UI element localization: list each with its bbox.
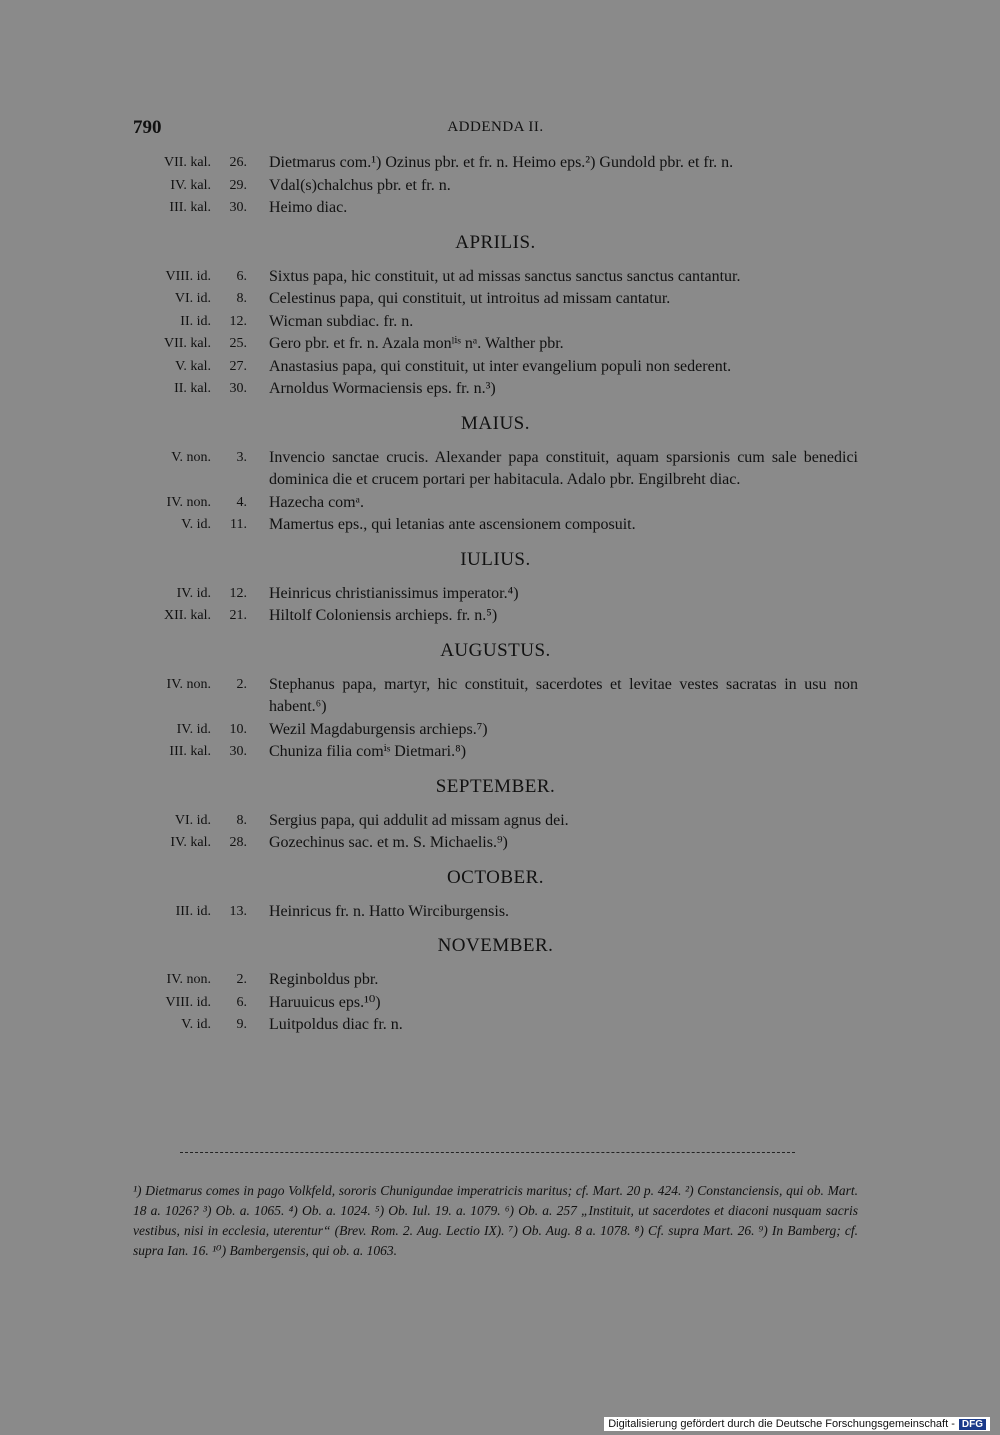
entry-day: 27.	[229, 358, 247, 374]
month-heading: OCTOBER.	[446, 866, 545, 888]
entry-day: 25.	[229, 336, 247, 351]
entry-text: Vdal(s)chalchus pbr. et fr. n.	[269, 176, 451, 194]
entry-text: Chuniza filia comⁱˢ Dietmari.⁸)	[269, 743, 467, 760]
entry-day: 2.	[236, 676, 247, 692]
calendar-entry	[133, 197, 858, 220]
month-heading: IULIUS.	[460, 548, 531, 570]
entry-date: IV. id.	[176, 585, 211, 601]
entry-date: III. kal.	[169, 200, 211, 215]
credit-text: Digitalisierung gefördert durch die Deutsche Forschungsgemeinschaft -	[608, 1418, 955, 1430]
calendar-entry	[133, 492, 858, 515]
calendar-entry	[133, 175, 858, 198]
entry-text: Reginboldus pbr.	[269, 971, 379, 988]
calendar-entry	[133, 810, 858, 833]
calendar-entry	[133, 832, 858, 855]
entry-date: VIII. id.	[165, 994, 211, 1010]
entry-text: Gozechinus sac. et m. S. Michaelis.⁹)	[269, 834, 508, 851]
calendar-entry	[133, 311, 858, 334]
entry-text: Hazecha comᵃ.	[269, 493, 364, 511]
entry-text: Wezil Magdaburgensis archieps.⁷)	[269, 720, 488, 738]
entry-text: Gero pbr. et fr. n. Azala monˡⁱˢ nᵃ. Walther pbr.	[269, 335, 564, 352]
month-heading: SEPTEMBER.	[435, 775, 556, 797]
entry-date: IV. non.	[166, 494, 211, 510]
entry-day: 2.	[236, 972, 247, 987]
entry-date: IV. kal.	[170, 177, 211, 193]
entry-text: Dietmarus com.¹) Ozinus pbr. et fr. n. Heimo eps.²) Gundold pbr. et fr. n.	[269, 154, 734, 171]
calendar-entry	[133, 356, 858, 379]
entry-text: Luitpoldus diac fr. n.	[269, 1016, 403, 1033]
calendar-entry	[133, 674, 858, 719]
entry-text: Anastasius papa, qui constituit, ut inter evangelium populi non sederent.	[269, 357, 732, 375]
month-section	[133, 935, 858, 1037]
entry-text: Invencio sanctae crucis. Alexander papa constituit, aquam sparsionis cum sale benedici dominica die et crucem portari per habitacula. Adalo pbr. Engilbreht diac.	[269, 448, 858, 488]
entry-day: 10.	[229, 721, 247, 737]
entry-date: II. id.	[180, 313, 211, 329]
entry-date: IV. kal.	[170, 835, 211, 850]
entry-day: 21.	[229, 608, 247, 623]
month-section	[133, 776, 858, 855]
entry-day: 29.	[229, 177, 247, 193]
entry-day: 12.	[229, 585, 247, 601]
calendar-entry	[133, 514, 858, 537]
month-section	[133, 413, 858, 537]
entry-day: 9.	[236, 1017, 247, 1032]
running-title: ADDENDA II.	[447, 119, 544, 135]
entry-day: 6.	[236, 994, 247, 1010]
entry-date: II. kal.	[174, 381, 211, 396]
page-number: 790	[133, 117, 162, 138]
entry-day: 28.	[229, 835, 247, 850]
entry-text: Heinricus christianissimus imperator.⁴)	[269, 584, 519, 602]
entry-date: XII. kal.	[163, 608, 211, 623]
entry-text: Heimo diac.	[269, 199, 348, 216]
calendar-entry	[133, 901, 858, 924]
entry-date: V. id.	[181, 1017, 211, 1032]
entry-date: VI. id.	[174, 291, 211, 306]
month-section	[133, 549, 858, 628]
entry-day: 26.	[229, 155, 247, 170]
entry-day: 8.	[236, 812, 247, 828]
calendar-entry	[133, 992, 858, 1015]
month-heading: AUGUSTUS.	[440, 639, 551, 661]
entry-date: VIII. id.	[165, 268, 211, 284]
entry-date: IV. non.	[166, 972, 211, 987]
entry-text: Sergius papa, qui addulit ad missam agnus dei.	[269, 811, 569, 829]
entry-date: IV. id.	[176, 721, 211, 737]
calendar-entry	[133, 1014, 858, 1037]
entry-date: VI. id.	[174, 812, 211, 828]
month-section	[133, 640, 858, 764]
calendar-entry	[133, 605, 858, 628]
calendar-entry	[133, 447, 858, 492]
entry-text: Mamertus eps., qui letanias ante ascensionem composuit.	[269, 516, 636, 533]
calendar-content	[133, 152, 858, 1037]
page-header	[133, 117, 858, 141]
entry-day: 8.	[236, 291, 247, 306]
entry-day: 4.	[236, 494, 247, 510]
entry-day: 30.	[229, 200, 247, 215]
footnotes: ¹) Dietmarus comes in pago Volkfeld, sororis Chunigundae imperatricis maritus; cf. Mart. 20 p. 424. ²) Constanciensis, qui ob. Mart. 18 a. 1026? ³) Ob. a. 1065. ⁴) Ob. a. 1024. ⁵) Ob. Iul. 19. a. 1079. ⁶) Ob. a. 257 „Instituit, ut sacerdotes et diaconi nusquam sacris vestibus, nisi in ecclesia, uterentur“ (Brev. Rom. 2. Aug. Lectio IX). ⁷) Ob. Aug. 8 a. 1078. ⁸) Cf. supra Mart. 26. ⁹) In Bamberg; cf. supra Ian. 16. ¹⁰) Bambergensis, qui ob. a. 1063.	[133, 1183, 858, 1258]
dfg-logo: DFG	[959, 1419, 986, 1430]
digitization-credit	[604, 1417, 990, 1431]
calendar-entry	[133, 378, 858, 401]
entry-day: 13.	[229, 903, 247, 919]
entry-text: Stephanus papa, martyr, hic constituit, sacerdotes et levitae vestes sacratas in usu non habent.⁶)	[269, 675, 858, 715]
entry-date: V. kal.	[175, 358, 211, 374]
calendar-entry	[133, 333, 858, 356]
entry-date: IV. non.	[166, 676, 211, 692]
calendar-entry	[133, 741, 858, 764]
calendar-entry	[133, 969, 858, 992]
month-heading: NOVEMBER.	[437, 935, 554, 956]
entry-day: 11.	[230, 517, 247, 532]
entry-day: 30.	[229, 744, 247, 759]
entry-date: V. id.	[181, 517, 211, 532]
entry-text: Arnoldus Wormaciensis eps. fr. n.³)	[269, 380, 496, 397]
entry-text: Haruuicus eps.¹⁰)	[269, 993, 381, 1011]
month-heading: APRILIS.	[455, 231, 536, 253]
entry-text: Hiltolf Coloniensis archieps. fr. n.⁵)	[269, 607, 498, 624]
month-heading: MAIUS.	[461, 412, 530, 434]
entry-text: Heinricus fr. n. Hatto Wirciburgensis.	[269, 902, 510, 920]
entry-text: Celestinus papa, qui constituit, ut introitus ad missam cantatur.	[269, 290, 671, 307]
entry-text: Sixtus papa, hic constituit, ut ad missas sanctus sanctus sanctus cantantur.	[269, 267, 741, 285]
entry-date: VII. kal.	[163, 336, 211, 351]
month-section	[133, 232, 858, 401]
calendar-entry	[133, 152, 858, 175]
calendar-entry	[133, 288, 858, 311]
entry-day: 6.	[236, 268, 247, 284]
calendar-entry	[133, 719, 858, 742]
entry-text: Wicman subdiac. fr. n.	[269, 312, 414, 330]
footnote-divider	[180, 1152, 795, 1153]
calendar-entry	[133, 583, 858, 606]
entry-date: III. id.	[175, 903, 211, 919]
entry-date: V. non.	[171, 449, 211, 465]
entry-day: 30.	[229, 381, 247, 396]
month-section	[133, 867, 858, 924]
entry-date: III. kal.	[169, 744, 211, 759]
month-section	[133, 152, 858, 220]
entry-date: VII. kal.	[163, 155, 211, 170]
calendar-entry	[133, 266, 858, 289]
entry-day: 3.	[236, 449, 247, 465]
entry-day: 12.	[229, 313, 247, 329]
